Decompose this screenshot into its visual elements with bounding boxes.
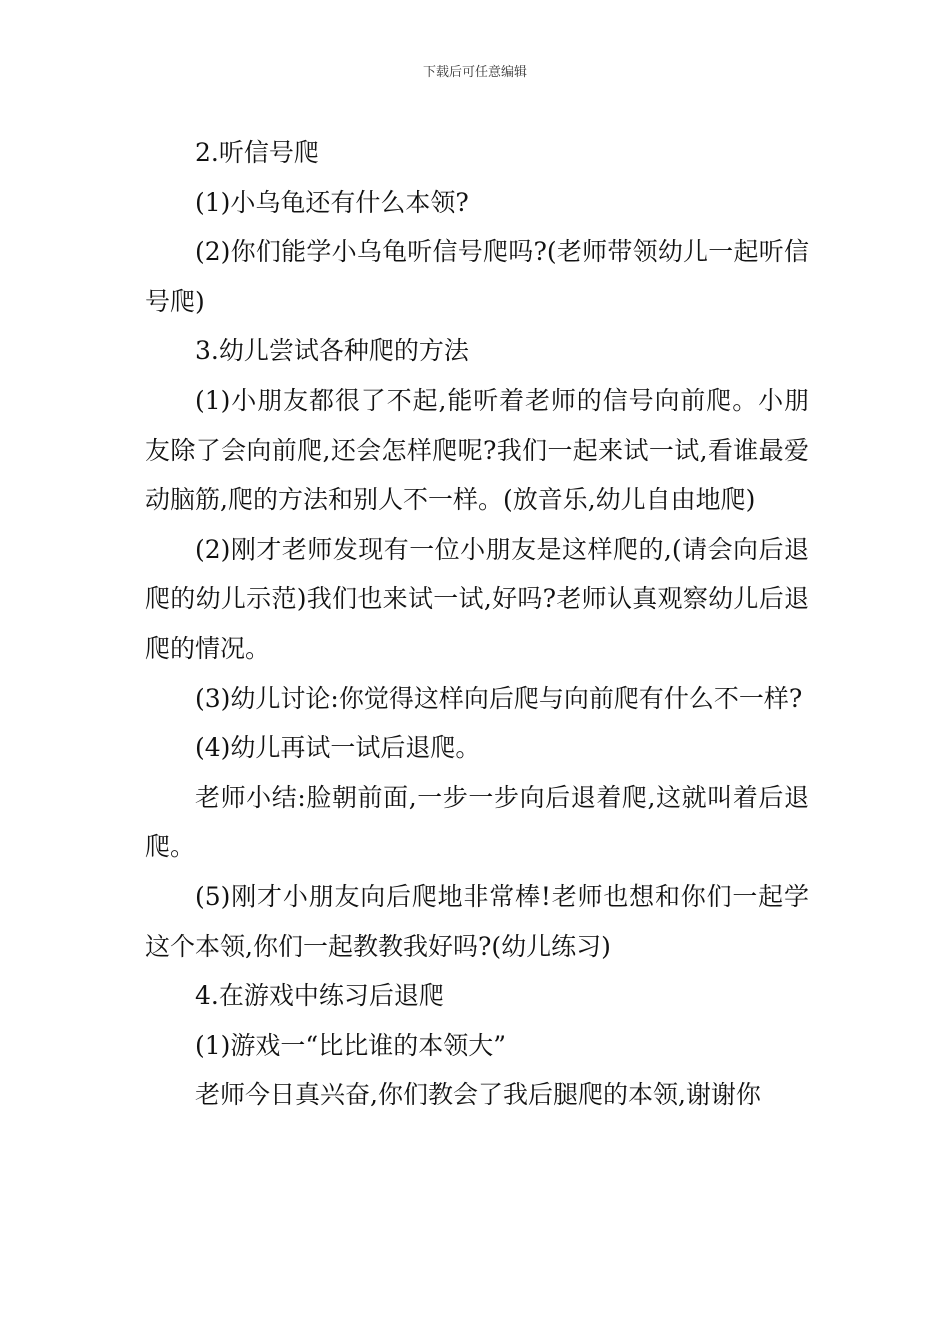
page-header-note: 下载后可任意编辑 [422, 65, 527, 80]
paragraph: (1)游戏一“比比谁的本领大” [195, 1030, 506, 1060]
paragraph: (3)幼儿讨论:你觉得这样向后爬与向前爬有什么不一样? [195, 683, 803, 713]
paragraph: (1)小朋友都很了不起,能听着老师的信号向前爬。小朋友除了会向前爬,还会怎样爬呢?我们一起来试一试,看谁最爱动脑筋,爬的方法和别人不一样。(放音乐,幼儿自由地爬) [145, 385, 809, 515]
paragraph: (2)你们能学小乌龟听信号爬吗?(老师带领幼儿一起听信号爬) [145, 237, 809, 316]
paragraph: (2)刚才老师发现有一位小朋友是这样爬的,(请会向后退爬的幼儿示范)我们也来试一试,好吗?老师认真观察幼儿后退爬的情况。 [145, 534, 809, 663]
paragraph: (5)刚才小朋友向后爬地非常棒!老师也想和你们一起学这个本领,你们一起教教我好吗?(幼儿练习) [145, 881, 809, 961]
section-heading-2: 2.听信号爬 [195, 138, 319, 167]
paragraph: (1)小乌龟还有什么本领? [195, 187, 469, 217]
paragraph: (4)幼儿再试一试后退爬。 [195, 733, 481, 763]
section-heading-4: 4.在游戏中练习后退爬 [195, 981, 444, 1011]
section-heading-3: 3.幼儿尝试各种爬的方法 [195, 336, 469, 366]
paragraph: 老师今日真兴奋,你们教会了我后腿爬的本领,谢谢你 [195, 1080, 761, 1110]
document-body [145, 128, 809, 1120]
summary-paragraph: 老师小结:脸朝前面,一步一步向后退着爬,这就叫着后退爬。 [145, 782, 809, 862]
